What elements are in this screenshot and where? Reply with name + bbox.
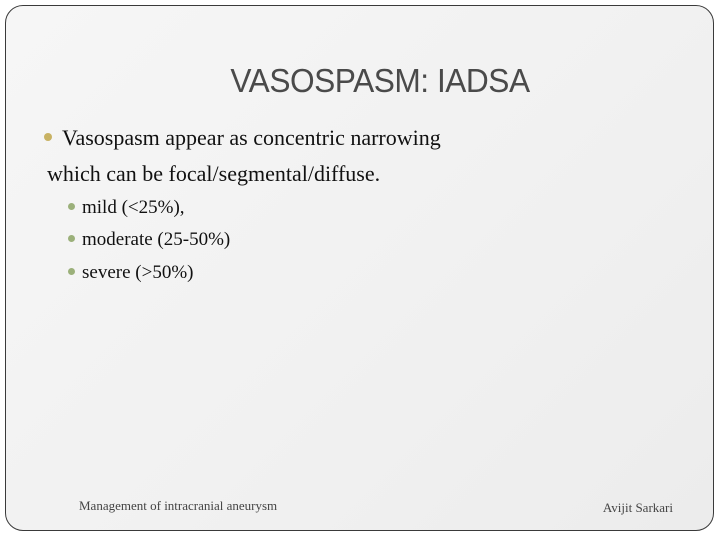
bullet-item bbox=[44, 124, 441, 152]
footer-left-text: Management of intracranial aneurysm bbox=[79, 498, 278, 513]
sub-bullet-dot-icon bbox=[68, 235, 75, 242]
sub-bullet-item bbox=[68, 228, 230, 252]
sub-bullet-item bbox=[68, 261, 193, 285]
footer-right-text: Avijit Sarkari bbox=[602, 500, 673, 515]
sub-bullet-text: severe (>50%) bbox=[82, 262, 194, 283]
sub-bullet-item bbox=[68, 196, 185, 220]
bullet-text: Vasospasm appear as concentric narrowing bbox=[62, 125, 441, 150]
slide-title: VASOSPASM: IADSA bbox=[230, 62, 530, 99]
bullet-dot-icon bbox=[44, 133, 52, 141]
sub-bullet-dot-icon bbox=[68, 268, 75, 275]
sub-bullet-text: mild (<25%), bbox=[82, 197, 185, 218]
sub-bullet-text: moderate (25-50%) bbox=[82, 229, 231, 250]
sub-bullet-dot-icon bbox=[68, 203, 75, 210]
bullet-continuation: which can be focal/segmental/diffuse. bbox=[47, 161, 381, 186]
